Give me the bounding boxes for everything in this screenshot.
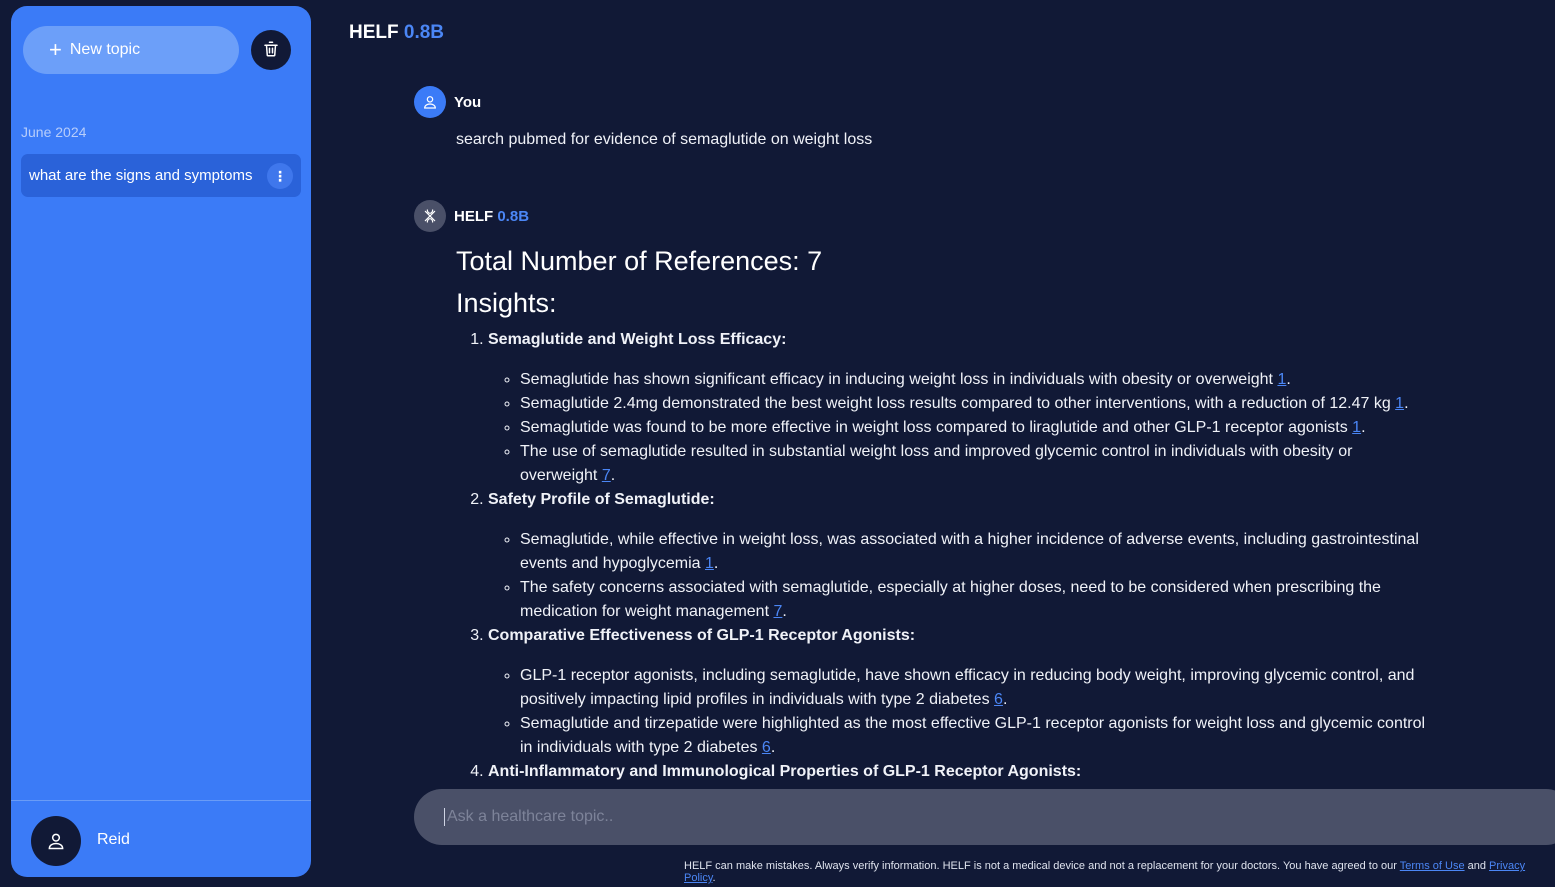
reference-link[interactable]: 7 [601, 467, 611, 484]
bot-message-author [454, 208, 529, 225]
insights-heading: Insights: [456, 288, 557, 318]
insight-section-title: 4. Anti-Inflammatory and Immunological Properties of GLP-1 Receptor Agonists: [488, 763, 1082, 780]
insight-bullet [520, 664, 1426, 712]
chat-input-bar [414, 789, 1555, 845]
insight-bullet-text: Semaglutide was found to be more effective in weight loss compared to liraglutide and other GLP-1 receptor agonists [520, 419, 1353, 436]
insight-section-title: 3. Comparative Effectiveness of GLP-1 Receptor Agonists: [488, 627, 916, 644]
insight-bullet-end: . [1404, 395, 1409, 412]
reference-link[interactable]: 1 [1277, 371, 1287, 388]
reference-link[interactable]: 6 [761, 739, 771, 756]
insight-section [488, 760, 1426, 784]
insight-section-title: 1. Semaglutide and Weight Loss Efficacy: [488, 331, 787, 348]
disclaimer-end: . [712, 872, 716, 884]
references-heading: Total Number of References: 7 [456, 246, 823, 276]
topic-item-label: what are the signs and symptoms [29, 167, 253, 184]
disclaimer-text: HELF can make mistakes. Always verify information. HELF is not a medical device and not a replacement for your doctors. You have agreed to our [684, 860, 1400, 872]
bot-name: HELF [454, 208, 494, 225]
reference-link[interactable]: 7 [773, 603, 783, 620]
insight-bullet [520, 528, 1426, 576]
reference-link[interactable]: 6 [994, 691, 1003, 708]
plus-icon: + [49, 37, 62, 62]
insight-bullet [520, 392, 1426, 416]
insight-bullet [520, 440, 1426, 488]
user-icon [422, 94, 438, 110]
insight-bullet [520, 368, 1426, 392]
bot-logo-icon [422, 208, 438, 224]
insight-bullet [520, 576, 1426, 624]
user-message-avatar [414, 86, 446, 118]
user-message-text: search pubmed for evidence of semaglutide on weight loss [456, 131, 873, 148]
sidebar-divider [11, 800, 311, 801]
insight-bullet-end: . [1361, 419, 1366, 436]
sidebar [11, 6, 311, 877]
insights-list [456, 328, 1426, 784]
terms-of-use-link[interactable]: Terms of Use [1399, 860, 1465, 872]
insight-bullet-end: . [1286, 371, 1291, 388]
reference-link[interactable]: 1 [1352, 419, 1362, 436]
trash-icon [262, 40, 280, 61]
insight-bullet-text: The use of semaglutide resulted in substantial weight loss and improved glycemic control in individuals with obesity or overweight [520, 443, 1353, 484]
insight-bullet [520, 712, 1426, 760]
insight-bullet-text: Semaglutide has shown significant efficacy in inducing weight loss in individuals with obesity or overweight [520, 371, 1278, 388]
user-icon [46, 831, 66, 851]
insight-bullet-end: . [1002, 691, 1008, 708]
new-topic-button[interactable] [23, 26, 239, 74]
bot-message-body [456, 240, 1426, 800]
delete-topics-button[interactable] [251, 30, 291, 70]
user-message-author: You [454, 94, 482, 111]
avatar[interactable] [31, 816, 81, 866]
privacy-policy-link[interactable]: Privacy Policy [684, 860, 1526, 884]
more-options-icon[interactable]: ⋮ [267, 163, 293, 189]
reference-link[interactable]: 1 [705, 555, 714, 572]
section-label-month: June 2024 [21, 124, 87, 140]
insight-bullet-end: . [782, 603, 787, 620]
insight-bullet-end: . [713, 555, 719, 572]
insight-bullet-text: Semaglutide, while effective in weight loss, was associated with a higher incidence of adverse events, including gastrointestinal events and hypoglycemia [520, 531, 1419, 572]
insight-bullet-end: . [770, 739, 776, 756]
chat-input[interactable] [444, 808, 1444, 826]
insight-bullet-text: Semaglutide and tirzepatide were highlighted as the most effective GLP-1 receptor agonists for weight loss and glycemic control in individuals with type 2 diabetes [520, 715, 1426, 756]
insight-bullet-end: . [610, 467, 616, 484]
disclaimer [684, 860, 1555, 884]
insight-section [488, 488, 1426, 624]
app-version: 0.8B [403, 22, 445, 43]
bot-message-avatar [414, 200, 446, 232]
app-title [349, 22, 444, 44]
bot-version: 0.8B [497, 208, 530, 225]
insight-bullet-text: Semaglutide 2.4mg demonstrated the best weight loss results compared to other interventions, with a reduction of 12.47 kg [520, 395, 1396, 412]
topic-item[interactable] [21, 154, 301, 197]
reference-link[interactable]: 1 [1395, 395, 1405, 412]
insight-bullet-text: The safety concerns associated with semaglutide, especially at higher doses, need to be considered when prescribing the medication for weight management [520, 579, 1381, 620]
disclaimer-and: and [1464, 860, 1490, 872]
new-topic-label: New topic [69, 41, 141, 58]
user-name[interactable]: Reid [97, 831, 130, 848]
insight-bullets [488, 664, 1426, 760]
insight-section-title: 2. Safety Profile of Semaglutide: [488, 491, 715, 508]
insight-section [488, 624, 1426, 760]
insight-section [488, 328, 1426, 488]
insight-bullet [520, 416, 1426, 440]
insight-bullets [488, 528, 1426, 624]
app-name: HELF [349, 22, 399, 43]
insight-bullet-text: GLP-1 receptor agonists, including semaglutide, have shown efficacy in reducing body weight, improving glycemic control, and positively impacting lipid profiles in individuals with type 2 diabetes [520, 667, 1415, 708]
insight-bullets [488, 368, 1426, 488]
